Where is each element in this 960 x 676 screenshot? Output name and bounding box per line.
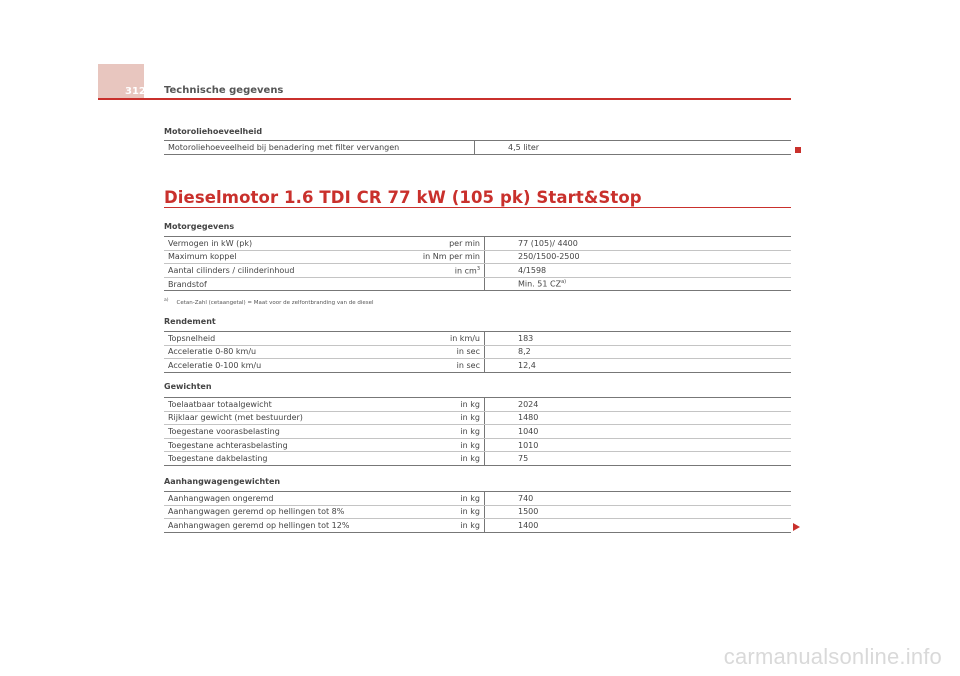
row-value: 250/1500-2500 (485, 250, 792, 264)
row-label: Brandstof (168, 279, 207, 289)
table-row (164, 452, 791, 466)
row-label: Toelaatbaar totaalgewicht (164, 398, 412, 412)
row-value: 75 (518, 454, 529, 464)
row-label: Vermogen in kW (pk) (164, 237, 412, 251)
row-value: 740 (485, 492, 792, 506)
row-unit: in kg (412, 519, 485, 533)
row-value: 4/1598 (485, 264, 792, 278)
performance-heading: Rendement (164, 317, 216, 326)
table-row (164, 237, 791, 251)
row-label: Acceleratie 0-80 km/u (164, 345, 412, 359)
row-value: 77 (105)/ 4400 (485, 237, 792, 251)
oil-table (164, 140, 791, 155)
row-label: Toegestane voorasbelasting (164, 425, 412, 439)
row-value: 1500 (485, 505, 792, 519)
page-title: Technische gegevens (164, 85, 284, 96)
row-value (485, 277, 792, 291)
trailer-table (164, 491, 791, 533)
row-unit: in kg (412, 411, 485, 425)
row-value: 8,2 (485, 345, 792, 359)
table-row (164, 492, 791, 506)
oil-heading: Motoroliehoeveelheid (164, 127, 263, 136)
row-value: 12,4 (518, 360, 536, 370)
footnote-marker: a) (164, 298, 169, 303)
row-unit: in kg (412, 492, 485, 506)
unit-text: in cm (454, 266, 477, 276)
table-row (164, 277, 791, 291)
row-label: Motoroliehoeveelheid bij benadering met filter vervangen (164, 141, 475, 155)
engine-data-heading: Motorgegevens (164, 222, 235, 231)
row-label: Aantal cilinders / cilinderinhoud (164, 264, 412, 278)
row-unit: in kg (412, 398, 485, 412)
row-unit: in kg (412, 438, 485, 452)
row-label: Aanhangwagen ongeremd (164, 492, 412, 506)
row-unit: in sec (412, 359, 485, 373)
footnote-text: Cetan-Zahl (cetaangetal) = Maat voor de zelfontbranding van de diesel (176, 299, 374, 306)
table-row (164, 411, 791, 425)
row-value: 2024 (485, 398, 792, 412)
weights-table (164, 397, 791, 466)
row-unit: in Nm per min (412, 250, 485, 264)
row-label: Topsnelheid (164, 332, 412, 346)
engine-data-table (164, 236, 791, 291)
unit-superscript: 3 (476, 265, 480, 272)
row-unit: in kg (412, 505, 485, 519)
header-divider (98, 98, 791, 100)
row-value: 183 (485, 332, 792, 346)
row-value: 1040 (485, 425, 792, 439)
row-value: 4,5 liter (508, 142, 540, 152)
engine-title: Dieselmotor 1.6 TDI CR 77 kW (105 pk) Start&Stop (164, 188, 642, 207)
row-label: Aanhangwagen geremd op hellingen tot 8% (164, 505, 412, 519)
continue-arrow-icon (793, 523, 800, 531)
row-unit: in sec (412, 345, 485, 359)
row-label: Acceleratie 0-100 km/u (168, 360, 262, 370)
performance-table (164, 331, 791, 373)
table-row (164, 332, 791, 346)
row-unit: in kg (412, 425, 485, 439)
table-row (164, 438, 791, 452)
table-row (164, 398, 791, 412)
table-row (164, 359, 791, 373)
row-label: Rijklaar gewicht (met bestuurder) (164, 411, 412, 425)
value-text: Min. 51 CZ (518, 279, 562, 289)
title-divider (164, 207, 791, 208)
row-unit: per min (412, 237, 485, 251)
footnote (164, 298, 374, 306)
row-value: 1480 (485, 411, 792, 425)
row-unit: in kg (412, 452, 485, 466)
table-row (164, 505, 791, 519)
weights-heading: Gewichten (164, 382, 212, 391)
row-label: Toegestane achterasbelasting (164, 438, 412, 452)
footnote-reference: a) (561, 279, 567, 286)
table-row (164, 264, 791, 278)
row-value: 1400 (518, 520, 539, 530)
page-number: 312 (125, 86, 146, 97)
row-label: Maximum koppel (164, 250, 412, 264)
table-row (164, 141, 791, 155)
row-label: Toegestane dakbelasting (168, 454, 268, 464)
watermark: carmanualsonline.info (723, 644, 942, 669)
table-row (164, 519, 791, 533)
table-row (164, 250, 791, 264)
trailer-heading: Aanhangwagengewichten (164, 477, 281, 486)
section-end-marker (795, 147, 801, 153)
table-row (164, 345, 791, 359)
row-unit: in km/u (412, 332, 485, 346)
table-row (164, 425, 791, 439)
row-unit (412, 277, 485, 291)
row-unit (412, 264, 485, 278)
row-value: 1010 (485, 438, 792, 452)
row-label: Aanhangwagen geremd op hellingen tot 12% (168, 520, 350, 530)
